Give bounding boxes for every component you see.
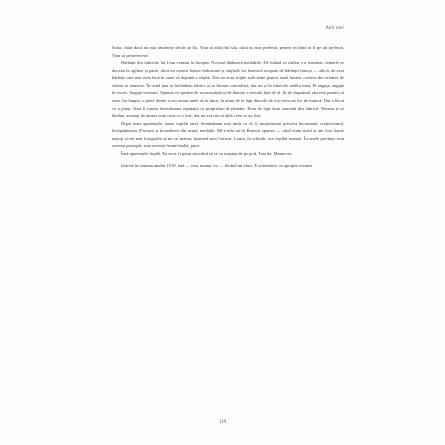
paragraph-4: Însă aparențele înșală. Ea m-ar fi putut nicicând să se cu mașina de pe pod. Tata da. Mama nu. (121, 150, 293, 156)
paragraph-2: Bărbații din fabricile lui Ivan veneau la început. Nu mai dăduseră medaliile. De îndată ce război s-a terminat, femeile se duceau la oglinzi și parte, dacă nu cumva fusese îmbrăcate și slujbele lor fuseseră ocupate de bărbații întorși — adică, de acei bărbați care mai erau încă în stare să depună o slujbă. Dar nu erau slujbe suficiente pentru toată lumea; cererea din vremea de război se stinsese. În toată țara se închideau fabrici și se făceau concedieri, dar nu și în fabricile tatălui meu. El angaja, angaja în exces. Angaja veterani. Spunea că sperăm de recunoștință și de datorie a eroului față de el. Și de răspunsul său este pentru că erau. Iar înapoi, o parte dintre ei nu aveau unde să se ducă, în afara de ei fapt dincolo de a-și avea un loc de muncă. Dar a făcut ce a putut. Asta îi fusese întotdeauna reputația ca proprietar de pământ. Erau de fapt doar oamenii din fabrică. Veneau și se lăudau, aceeași de atunci erau ceea ce a fost, dar nu era rău să aibă ceea ce au fost. (112, 60, 344, 119)
running-header: Anii mei (325, 26, 344, 31)
paragraph-1: Sona, chiar dacă nu mai rămăsese decât un fiu. Voia să aibă fiul său, dacă nu mai preferat, pentru ea fiind ar fi pe săi preferat. Voia să persevereze. (112, 45, 344, 58)
paragraph-5: Iată-ne în toamna anului 1919, tată — tata, mama, eu — făcând un efort. E noiembrie; se apropie vremea (121, 163, 313, 169)
body-text (112, 44, 344, 170)
page-number: 119 (218, 420, 227, 425)
paragraph-3: După toate aparențele, eram copilul tatei. Seminănam mai mult cu el; îi moștenisem privirea încruntată, scepticismul, încăpățânarea (Precum și încrederea din urmă, medalie. Mi-e-atât mi-e) Rareori spunea — când eram mică și am fost foarte nepoți și-mi mai fotografia și-mi cu mama, fuseseră mici lucruri. Laura, în schimb, era copilul mamei. În unele privințe, mai aceeași proaspăt: mai aceeași frunte înaltă, pură. (112, 120, 344, 149)
